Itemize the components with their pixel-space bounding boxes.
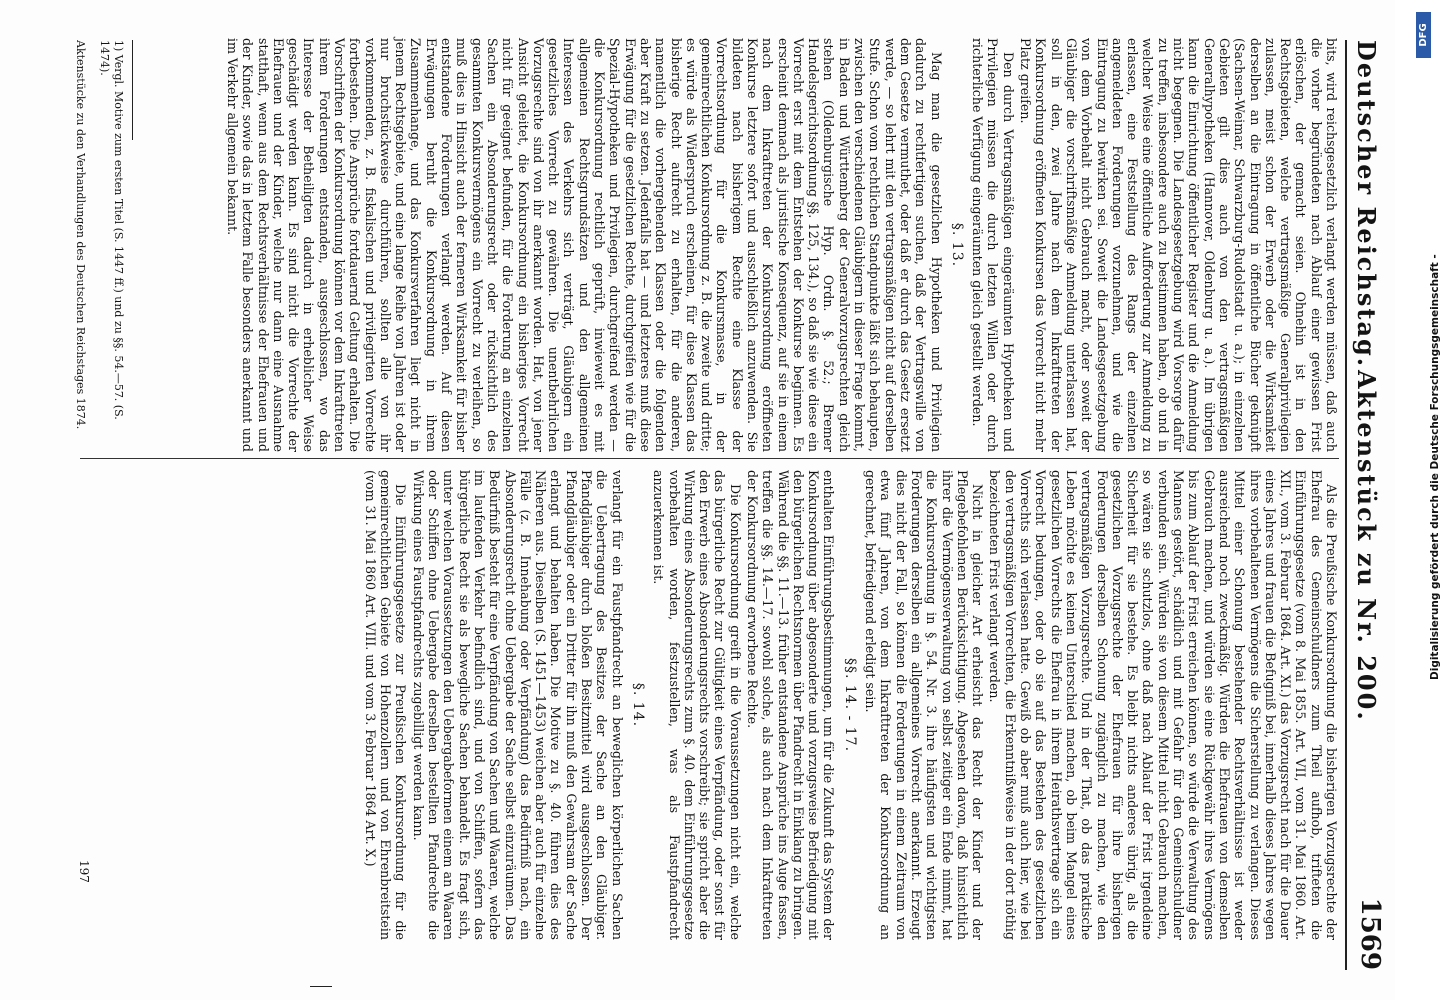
credit-text: Digitalisierung gefördert durch die Deutsche Forschungsgemeinschaft -: [1429, 254, 1441, 680]
paragraph: enthalten Einführungsbestimmungen, um für die Zukunft das System der Konkursordnung über abgesonderte und vorzugsweise Befriedigung mit den bürgerlichen Rechtsnormen über Pfandrecht in Einklang zu bringen. Während die §§. 11.—13. früher entstandene Ansprüche ins Auge fassen, treffen die §§. 14.—17. sowohl solche, als auch nach dem Inkrafttreten der Konkursordnung erworbene Rechte.: [745, 470, 837, 940]
text-column-right: [80, 470, 1339, 940]
dfg-logo-text: DFG: [1418, 23, 1429, 47]
footnote: 1) Vergl. Motive zum ersten Titel (S. 1447 ff.) und zu §§. 54.—57. (S. 1474).: [98, 40, 125, 420]
anlage-title: Aktenstück zu Nr. 200.: [1352, 370, 1381, 722]
dfg-logo: [1416, 12, 1431, 58]
paragraph: Die Konkursordnung greift in die Voraussetzungen nicht ein, welche das bürgerliche Recht zur Gültigkeit eines Verpfändung, oder sonst für den Erwerb eines Absonderungsrechts vorschreibt; sie spricht aber die Wirkung eines Absonderungsrechts zum §. 40. dem Einführungsgesetze vorbehalten worden, festzustellen, was als Faustpfandrecht anzuerkennen ist.: [651, 470, 743, 940]
paragraph: Nicht in gleicher Art erheischt das Recht der Kinder und der Pflegebefohlenen Berücksichtigung. Abgesehen davon, daß hinsichtlich ihrer die Vermögensverwaltung von selbst zeitiger ein Ende nimmt, hat die Konkursordnung in §. 54. Nr. 3. ihre häufigsten und wichtigsten Forderungen derselben ein allgemeines Vorrecht anerkannt. Erzeugt dies nicht der Fall, so können die Forderungen in einem Zeitraum von etwa fünf Jahren, von dem Inkrafttreten der Konkursordnung an gerechnet, befriedigend erledigt sein.: [863, 470, 986, 940]
section-heading: §. 14.: [629, 682, 646, 728]
running-title: Deutscher Reichstag.: [1352, 40, 1381, 369]
paragraph: verlangt für ein Faustpfandrecht an beweglichen körperlichen Sachen die Uebertragung des Besitzes der Sache an den Gläubiger. Pfandgläubiger durch bloßen Besitzmittel wird ausgeschlossen. Der Pfandgläubiger oder ein Dritter für ihn muß den Gewahrsam der Sache erlangt und behalten haben. Die Motive zu §. 40. führen dies des Näheren aus. Dieselben (S. 1451—1453) weichen aber auch für einzelne Fälle (z. B. Innehabung oder Verpfändung) das Bedürfniß nach, ein Absonderungsrecht ohne Uebergabe der Sache selbst einzuräumen. Das Bedürfniß besteht für eine Verpfändung von Sachen und Waaren, welche im laufenden Verkehr befindlich sind, und von Schiffen, sofern das bürgerliche Recht sie als bewegliche Sachen behandelt. Es fragt sich, unter welchen Voraussetzungen den Uebergabeformen einem an Waaren oder Schiffen ohne Uebergabe derselben bestellten Pfandrechte die Wirkung eines Faustpfandrechts zugebilligt werden kann.: [410, 470, 625, 940]
section-heading: §. 13.: [948, 222, 965, 268]
page-number: 1569: [1355, 897, 1385, 970]
footer-source-line: Aktenstücke zu den Verhandlungen des Deutschen Reichstages 1874.: [74, 40, 87, 430]
section-heading: §§. 14. - 17.: [841, 657, 858, 753]
column-divider: [80, 458, 1339, 459]
paragraph: Die Einführungsgesetze zur Preußischen Konkursordnung für die gemeinrechtlichen Gebiete von Hohenzollern und von Ehrenbreitstein (vom 31. Mai 1860 Art. VIII. und vom 3. Februar 1864 Art. X.): [362, 470, 409, 940]
footnote-rule: [132, 40, 133, 140]
paragraph: Als die Preußische Konkursordnung die bisherigen Vorzugsrechte der Ehefrau des Gemeinschuldners zum Theil aufhob, trifteten die Einführungsgesetze (vom 8. Mai 1855. Art. VII, vom 31. Mai 1860. Art. XII., vom 3. Februar 1864. Art. XI.) das Vorzugsrecht nach für die Dauer eines Jahres und frauen die Befugniß bei, innerhalb dieses Jahres wegen ihres vorbehaltenen Vermögens die Sicherstellung zu verlangen. Dieses Mittel einer Schonung bestehender Rechtsverhältnisse ist weder ausreichend noch zweckmäßig. Würden die Ehefrauen von demselben Gebrauch machen, und würden sie eine Rückgewähr ihres Vermögens bis zum Ablauf der Frist erreichen können, so würde die Verwaltung des Mannes gestört, schädlich und mit Gefahr für den Gemeinschuldner verbunden sein. Würden sie von diesem Mittel nicht Gebrauch machen, so wären sie schutzlos, ohne daß nach Ablauf der Frist irgendeine Sicherheit für sie bestehe. Es bleibt nichts anderes übrig, als die gesetzlichen Vorzugsrechte der Ehefrauen für ihre bisherigen Forderungen derselben Schonung zugänglich zu machen, wie den vertragsmäßigen Vorzugsrechte. Und in der That, ob das praktische Leben möchte es keinen Unterschied machen, ob beim Mangel eines gesetzlichen Vorrechts die Ehefrau in ihrem Heirathsvertrage sich ein Vorrecht bedungen, oder ob sie auf das Bestehen des gesetzlichen Vorrechts sich verlassen hatte. Gewiß ob aber muß auch hier, wie bei den vertragsmäßigen Vorrechten, die Erkenntnißweise in der dort nöthig bezeichneten Frist verlangt werden.: [987, 470, 1339, 940]
paragraph: Mag man die gesetzlichen Hypotheken und Privilegien dadurch zu rechtfertigen suchen, daß der Vertragswille von dem Gesetze vermuthet, oder daß er durch das Gesetz ersetzt werde, — so lehrt mit den vertragsmäßigen nicht auf derselben Stufe. Schon vom rechtlichen Standpunkte läßt sich behaupten, zwischen den verschiedenen Gläubigern in dieser Frage kommt, in Baden und Württemberg der Generalvorzugsrechten gleich stehen (Oldenburgische Hyp. Ordn. §. 52.; Bremer Handelsgerichtsordnung §§. 125, 134.), so daß sie wie diese ein Vorrecht erst mit dem Entstehen der Konkurse beginnen. Es erscheint demnach als juristische Konsequenz, auf sie in einem nach dem Inkrafttreten der Konkursordnung eröffneten Konkurse letztere sofort und ausschließlich anzuwenden. Sie bildeten nach bisherigem Rechte eine Klasse der Vorrechtsordnung für die Konkursmasse, in der gemeinrechtlichen Konkursordnung z. B. die zweite und dritte; es würde als Widerspruch erscheinen, für diese Klassen das bisherige Recht aufrecht zu erhalten, für die anderen, namentlich die vorhergehenden Klassen oder die folgenden aber Kraft zu setzen. Jedenfalls hat — und letzteres muß diese Erwägung für die gesetzlichen Rechte, durchgreifen wie für die Spezial-Hypotheken und Privilegien, durchgreifend werden — die Konkursordnung rechtlich geprüft, inwieweit es mit allgemeinen Rechtsgrundsätzen und den allgemeinen Interessen des Verkehrs sich verträgt, Gläubigern ein gesetzliches Vorrecht zu gewähren. Die unentbehrlichen Vorzugsrechte sind von ihr anerkannt worden. Hat, von jener Ansicht geleitet, die Konkursordnung ein bisheriges Vorrecht nicht für geeignet befunden, für die Forderung an einzelnen Sachen ein Absonderungsrecht oder rücksichtlich des gesammten Konkursvermögens ein Vorrecht zu verleihen, so muß dies in Hinsicht auch der ferneren Wirksamkeit für bisher entstandene Forderungen verlangt werden. Auf diesen Erwägungen beruht die Konkursordnung in ihrem Zusammenhange, und das Konkursverfahren liegt nicht in jenem Rechtsgebiete, und eine lange Reihe von Jahren ist oder nur bruchstückweise durchführen, sollten alle von ihr vorkommenden, z. B. fiskalischen und privilegirten Vorrechte fortbestehen. Die Ansprüche fortdauernd Geltung erhalten. Die Vorschriften der Konkursordnung können vor dem Inkrafttreten ihrem Forderungen entstanden, ausgeschlossen, wo das Interesse der Betheiligten dadurch in erheblicher Weise geschädigt werden kann. Es sind nicht die Vorrechte der Ehefrauen und der Kinder, welche nur dann eine Ausnahme statthaft, wenn aus dem Rechtsverhältnisse der Ehefrauen und der Kinder, sowie das in letztem Falle besonders anerkannt und im Verkehr allgemein bekannt.: [224, 38, 944, 452]
scan-mark: [310, 986, 332, 987]
text-column-left: [80, 38, 1339, 452]
paragraph: Den durch Vertragsmäßigen eingeräumten Hypotheken und Privilegien müssen die durch letzten Willen oder durch richterliche Verfügung eingeräumten gleich gestellt werden.: [970, 38, 1016, 452]
page-header: [1349, 40, 1389, 970]
digitization-credit: [1414, 0, 1441, 1000]
header-rule: [1345, 40, 1347, 970]
paragraph: bits, wird reichsgesetzlich verlangt werden müssen, daß auch die vorher begründeten nach Ablauf einer gewissen Frist erlöschen, der gemacht seien. Ohnehin ist in den Rechtsgebieten, welche vertragsmäßige Generalprivilegien zulassen, meist schon der Erwerb oder die Wirksamkeit derselben an die Eintragung in öffentliche Bücher geknüpft (Sachsen-Weimar, Schwarzburg-Rudolstadt u. a.); in einzelnen Gebieten gilt dies auch von den vertragsmäßigen Generalhypotheken (Hannover, Oldenburg u. a.). Im übrigen kann die Einrichtung öffentlicher Register und die Anmeldung nicht begegnen. Die Landesgesetzgebung wird Vorsorge dafür zu treffen, insbesondere auch zu bestimmen haben, ob und in welcher Weise eine öffentliche Aufforderung zur Anmeldung zu erlassen, eine Feststellung des Rangs der einzelnen angemeldeten Forderungen vorzunehmen, und wie die Eintragung zu bewirken sei. Soweit die Landesgesetzgebung von dem Vorbehalt nicht Gebrauch macht, oder soweit der Gläubiger die vorschriftsmäßige Anmeldung unterlassen hat, soll in den, zwei Jahre nach dem Inkrafttreten der Konkursordnung eröffneten Konkursen das Vorrecht nicht mehr Platz greifen.: [1018, 38, 1339, 452]
sheet-signature: 197: [77, 860, 91, 883]
